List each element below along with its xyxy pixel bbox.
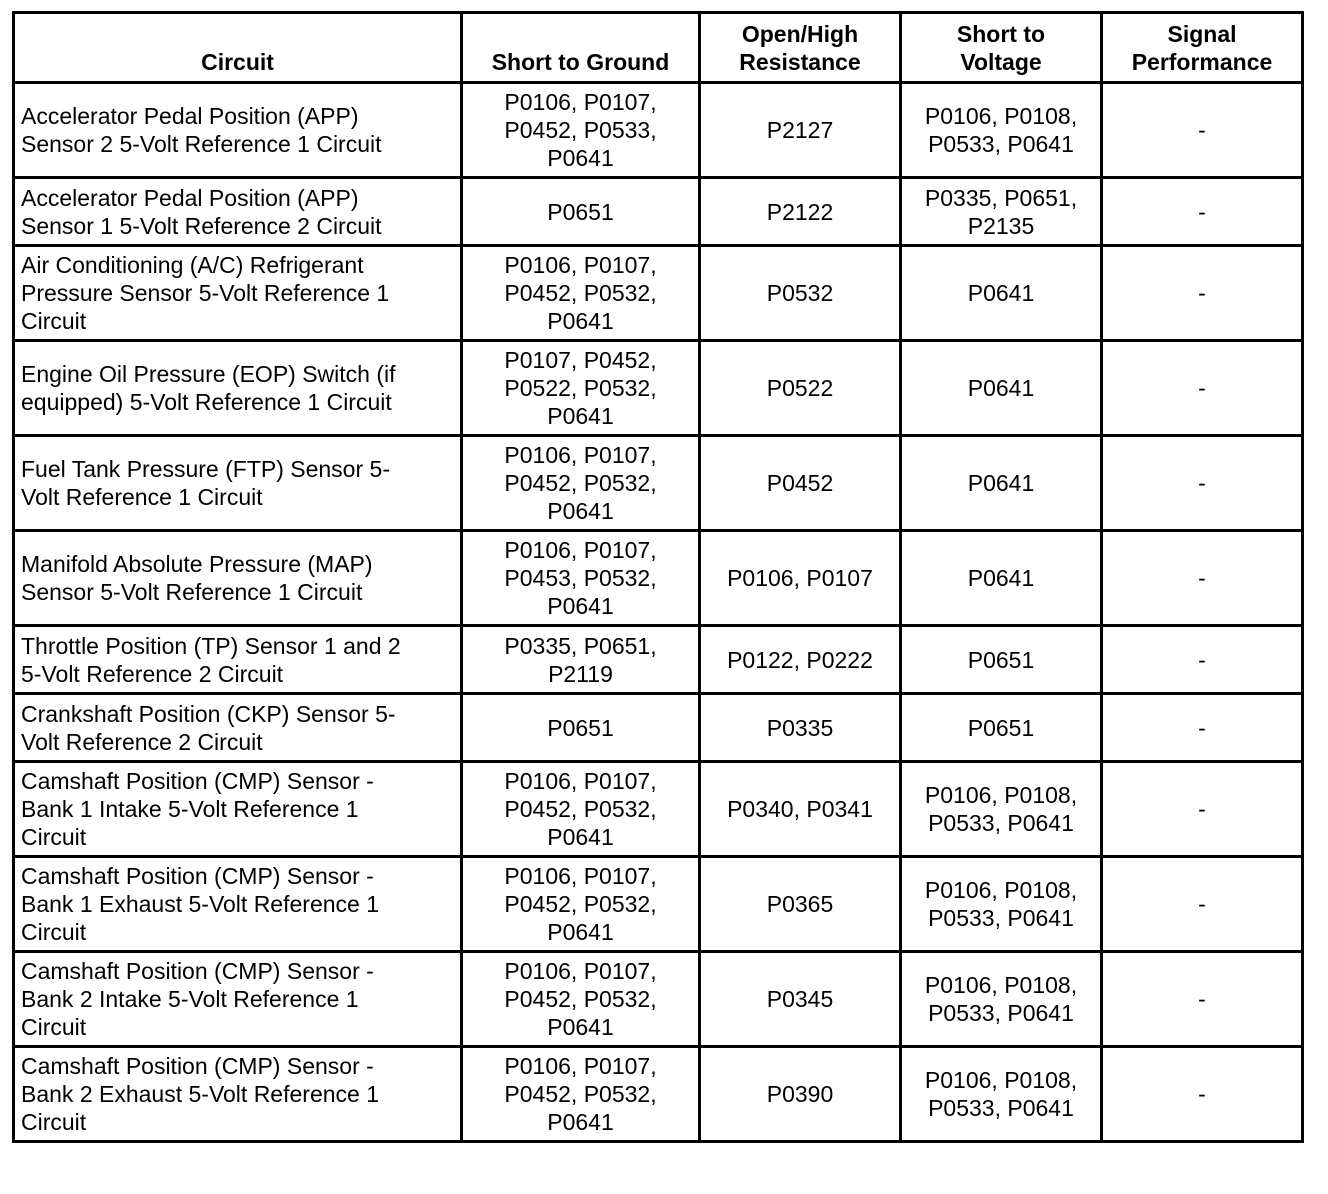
cell-signal-performance-text: - <box>1198 986 1206 1012</box>
cell-circuit-text: Camshaft Position (CMP) Sensor - Bank 1 Intake 5-Volt Reference 1 Circuit <box>21 768 374 850</box>
cell-signal-performance-text: - <box>1198 280 1206 306</box>
cell-circuit-text: Accelerator Pedal Position (APP) Sensor 2 5-Volt Reference 1 Circuit <box>21 103 382 157</box>
dtc-circuit-table <box>12 11 1304 1143</box>
cell-short-to-ground-text: P0335, P0651, P2119 <box>504 632 657 687</box>
table-row <box>14 857 1303 952</box>
cell-circuit <box>14 857 462 952</box>
cell-open-high-resistance <box>700 952 901 1047</box>
cell-short-to-voltage-text: P0641 <box>967 375 1035 401</box>
cell-short-to-ground-text: P0651 <box>547 198 614 225</box>
cell-circuit-text: Air Conditioning (A/C) Refrigerant Pressure Sensor 5-Volt Reference 1 Circuit <box>21 252 390 334</box>
cell-signal-performance <box>1102 626 1303 694</box>
cell-open-high-resistance <box>700 694 901 762</box>
cell-short-to-ground-text: P0106, P0107, P0452, P0532, P0641 <box>504 958 657 1040</box>
cell-open-high-resistance <box>700 762 901 857</box>
cell-signal-performance <box>1102 952 1303 1047</box>
cell-short-to-ground <box>462 83 700 178</box>
table-row <box>14 694 1303 762</box>
cell-short-to-ground <box>462 178 700 246</box>
header-short-to-voltage: Short to Voltage <box>901 13 1102 83</box>
cell-short-to-voltage <box>901 1047 1102 1142</box>
cell-short-to-voltage-text: P0106, P0108, P0533, P0641 <box>924 877 1078 931</box>
cell-short-to-voltage-text: P0335, P0651, P2135 <box>924 184 1078 239</box>
cell-short-to-ground-text: P0651 <box>547 714 614 741</box>
cell-short-to-voltage <box>901 436 1102 531</box>
cell-signal-performance <box>1102 531 1303 626</box>
cell-circuit-text: Crankshaft Position (CKP) Sensor 5- Volt Reference 2 Circuit <box>21 700 396 755</box>
cell-open-high-resistance-text: P0390 <box>766 1081 834 1107</box>
table-row <box>14 341 1303 436</box>
cell-short-to-voltage <box>901 531 1102 626</box>
cell-short-to-ground-text: P0106, P0107, P0452, P0532, P0641 <box>504 863 657 945</box>
cell-short-to-ground-text: P0107, P0452, P0522, P0532, P0641 <box>504 347 657 429</box>
cell-circuit <box>14 694 462 762</box>
table-row <box>14 246 1303 341</box>
cell-short-to-ground <box>462 952 700 1047</box>
table-row <box>14 1047 1303 1142</box>
cell-circuit <box>14 531 462 626</box>
cell-short-to-ground <box>462 436 700 531</box>
cell-short-to-voltage-text: P0651 <box>967 646 1035 673</box>
cell-circuit-text: Camshaft Position (CMP) Sensor - Bank 2 Intake 5-Volt Reference 1 Circuit <box>21 958 374 1040</box>
cell-short-to-ground <box>462 531 700 626</box>
table-row <box>14 626 1303 694</box>
cell-open-high-resistance-text: P0335 <box>766 714 834 741</box>
cell-short-to-voltage-text: P0106, P0108, P0533, P0641 <box>924 782 1078 836</box>
cell-signal-performance <box>1102 83 1303 178</box>
cell-open-high-resistance-text: P2127 <box>766 117 834 143</box>
cell-signal-performance <box>1102 1047 1303 1142</box>
cell-short-to-ground <box>462 762 700 857</box>
cell-circuit <box>14 246 462 341</box>
cell-short-to-voltage <box>901 952 1102 1047</box>
cell-short-to-voltage <box>901 626 1102 694</box>
cell-open-high-resistance <box>700 178 901 246</box>
cell-open-high-resistance-text: P0122, P0222 <box>727 646 873 673</box>
table-row <box>14 178 1303 246</box>
cell-short-to-ground <box>462 246 700 341</box>
cell-signal-performance <box>1102 694 1303 762</box>
cell-open-high-resistance <box>700 246 901 341</box>
cell-short-to-voltage-text: P0106, P0108, P0533, P0641 <box>924 972 1078 1026</box>
cell-circuit <box>14 1047 462 1142</box>
cell-signal-performance-text: - <box>1198 375 1206 401</box>
cell-open-high-resistance-text: P2122 <box>766 198 834 225</box>
header-signal-performance: Signal Performance <box>1102 13 1303 83</box>
cell-short-to-voltage <box>901 83 1102 178</box>
cell-circuit <box>14 762 462 857</box>
table-row <box>14 952 1303 1047</box>
cell-short-to-ground <box>462 341 700 436</box>
cell-signal-performance-text: - <box>1198 714 1206 741</box>
cell-short-to-voltage-text: P0106, P0108, P0533, P0641 <box>924 103 1078 157</box>
cell-circuit <box>14 626 462 694</box>
cell-short-to-voltage-text: P0641 <box>967 280 1035 306</box>
cell-open-high-resistance-text: P0365 <box>766 891 834 917</box>
cell-short-to-ground <box>462 1047 700 1142</box>
cell-short-to-voltage <box>901 694 1102 762</box>
header-row <box>14 13 1303 83</box>
cell-short-to-voltage <box>901 341 1102 436</box>
cell-circuit-text: Accelerator Pedal Position (APP) Sensor 1 5-Volt Reference 2 Circuit <box>21 184 382 239</box>
cell-short-to-voltage-text: P0641 <box>967 470 1035 496</box>
cell-signal-performance-text: - <box>1198 565 1206 591</box>
cell-circuit-text: Engine Oil Pressure (EOP) Switch (if equipped) 5-Volt Reference 1 Circuit <box>21 361 396 415</box>
cell-circuit <box>14 952 462 1047</box>
cell-circuit <box>14 83 462 178</box>
cell-short-to-ground <box>462 694 700 762</box>
cell-open-high-resistance <box>700 626 901 694</box>
cell-open-high-resistance <box>700 531 901 626</box>
cell-open-high-resistance <box>700 341 901 436</box>
cell-circuit-text: Fuel Tank Pressure (FTP) Sensor 5- Volt Reference 1 Circuit <box>21 456 390 510</box>
cell-short-to-ground-text: P0106, P0107, P0452, P0533, P0641 <box>504 89 657 171</box>
cell-signal-performance <box>1102 857 1303 952</box>
cell-short-to-voltage <box>901 857 1102 952</box>
cell-circuit-text: Camshaft Position (CMP) Sensor - Bank 1 Exhaust 5-Volt Reference 1 Circuit <box>21 863 379 945</box>
cell-signal-performance <box>1102 762 1303 857</box>
table-header <box>14 13 1303 83</box>
cell-signal-performance-text: - <box>1198 470 1206 496</box>
cell-short-to-ground <box>462 626 700 694</box>
cell-short-to-ground-text: P0106, P0107, P0452, P0532, P0641 <box>504 442 657 524</box>
cell-short-to-voltage-text: P0641 <box>967 565 1035 591</box>
cell-signal-performance-text: - <box>1198 117 1206 143</box>
cell-circuit <box>14 436 462 531</box>
header-circuit: Circuit <box>14 13 462 83</box>
cell-open-high-resistance <box>700 857 901 952</box>
cell-signal-performance-text: - <box>1198 646 1206 673</box>
cell-signal-performance <box>1102 178 1303 246</box>
header-open-high-resistance: Open/High Resistance <box>700 13 901 83</box>
header-short-to-ground: Short to Ground <box>462 13 700 83</box>
cell-open-high-resistance <box>700 1047 901 1142</box>
cell-circuit <box>14 341 462 436</box>
cell-signal-performance-text: - <box>1198 198 1206 225</box>
cell-short-to-ground-text: P0106, P0107, P0452, P0532, P0641 <box>504 252 657 334</box>
cell-signal-performance <box>1102 436 1303 531</box>
cell-short-to-voltage <box>901 762 1102 857</box>
cell-circuit-text: Manifold Absolute Pressure (MAP) Sensor 5-Volt Reference 1 Circuit <box>21 551 373 605</box>
table-row <box>14 436 1303 531</box>
cell-signal-performance <box>1102 246 1303 341</box>
cell-short-to-voltage-text: P0106, P0108, P0533, P0641 <box>924 1067 1078 1121</box>
cell-signal-performance-text: - <box>1198 891 1206 917</box>
cell-circuit <box>14 178 462 246</box>
cell-short-to-voltage-text: P0651 <box>967 714 1035 741</box>
cell-signal-performance-text: - <box>1198 1081 1206 1107</box>
cell-signal-performance-text: - <box>1198 796 1206 822</box>
cell-open-high-resistance-text: P0452 <box>766 470 834 496</box>
cell-signal-performance <box>1102 341 1303 436</box>
cell-open-high-resistance-text: P0522 <box>766 375 834 401</box>
cell-short-to-ground-text: P0106, P0107, P0452, P0532, P0641 <box>504 768 657 850</box>
cell-short-to-voltage <box>901 178 1102 246</box>
cell-short-to-ground-text: P0106, P0107, P0452, P0532, P0641 <box>504 1053 657 1135</box>
cell-circuit-text: Throttle Position (TP) Sensor 1 and 2 5-Volt Reference 2 Circuit <box>21 632 401 687</box>
table-body <box>14 83 1303 1142</box>
cell-short-to-ground-text: P0106, P0107, P0453, P0532, P0641 <box>504 537 657 619</box>
cell-short-to-ground <box>462 857 700 952</box>
cell-open-high-resistance-text: P0532 <box>766 280 834 306</box>
cell-short-to-voltage <box>901 246 1102 341</box>
cell-open-high-resistance <box>700 436 901 531</box>
cell-circuit-text: Camshaft Position (CMP) Sensor - Bank 2 Exhaust 5-Volt Reference 1 Circuit <box>21 1053 379 1135</box>
table-row <box>14 531 1303 626</box>
cell-open-high-resistance-text: P0340, P0341 <box>727 796 873 822</box>
cell-open-high-resistance <box>700 83 901 178</box>
table-row <box>14 83 1303 178</box>
cell-open-high-resistance-text: P0106, P0107 <box>727 565 873 591</box>
table-row <box>14 762 1303 857</box>
cell-open-high-resistance-text: P0345 <box>766 986 834 1012</box>
